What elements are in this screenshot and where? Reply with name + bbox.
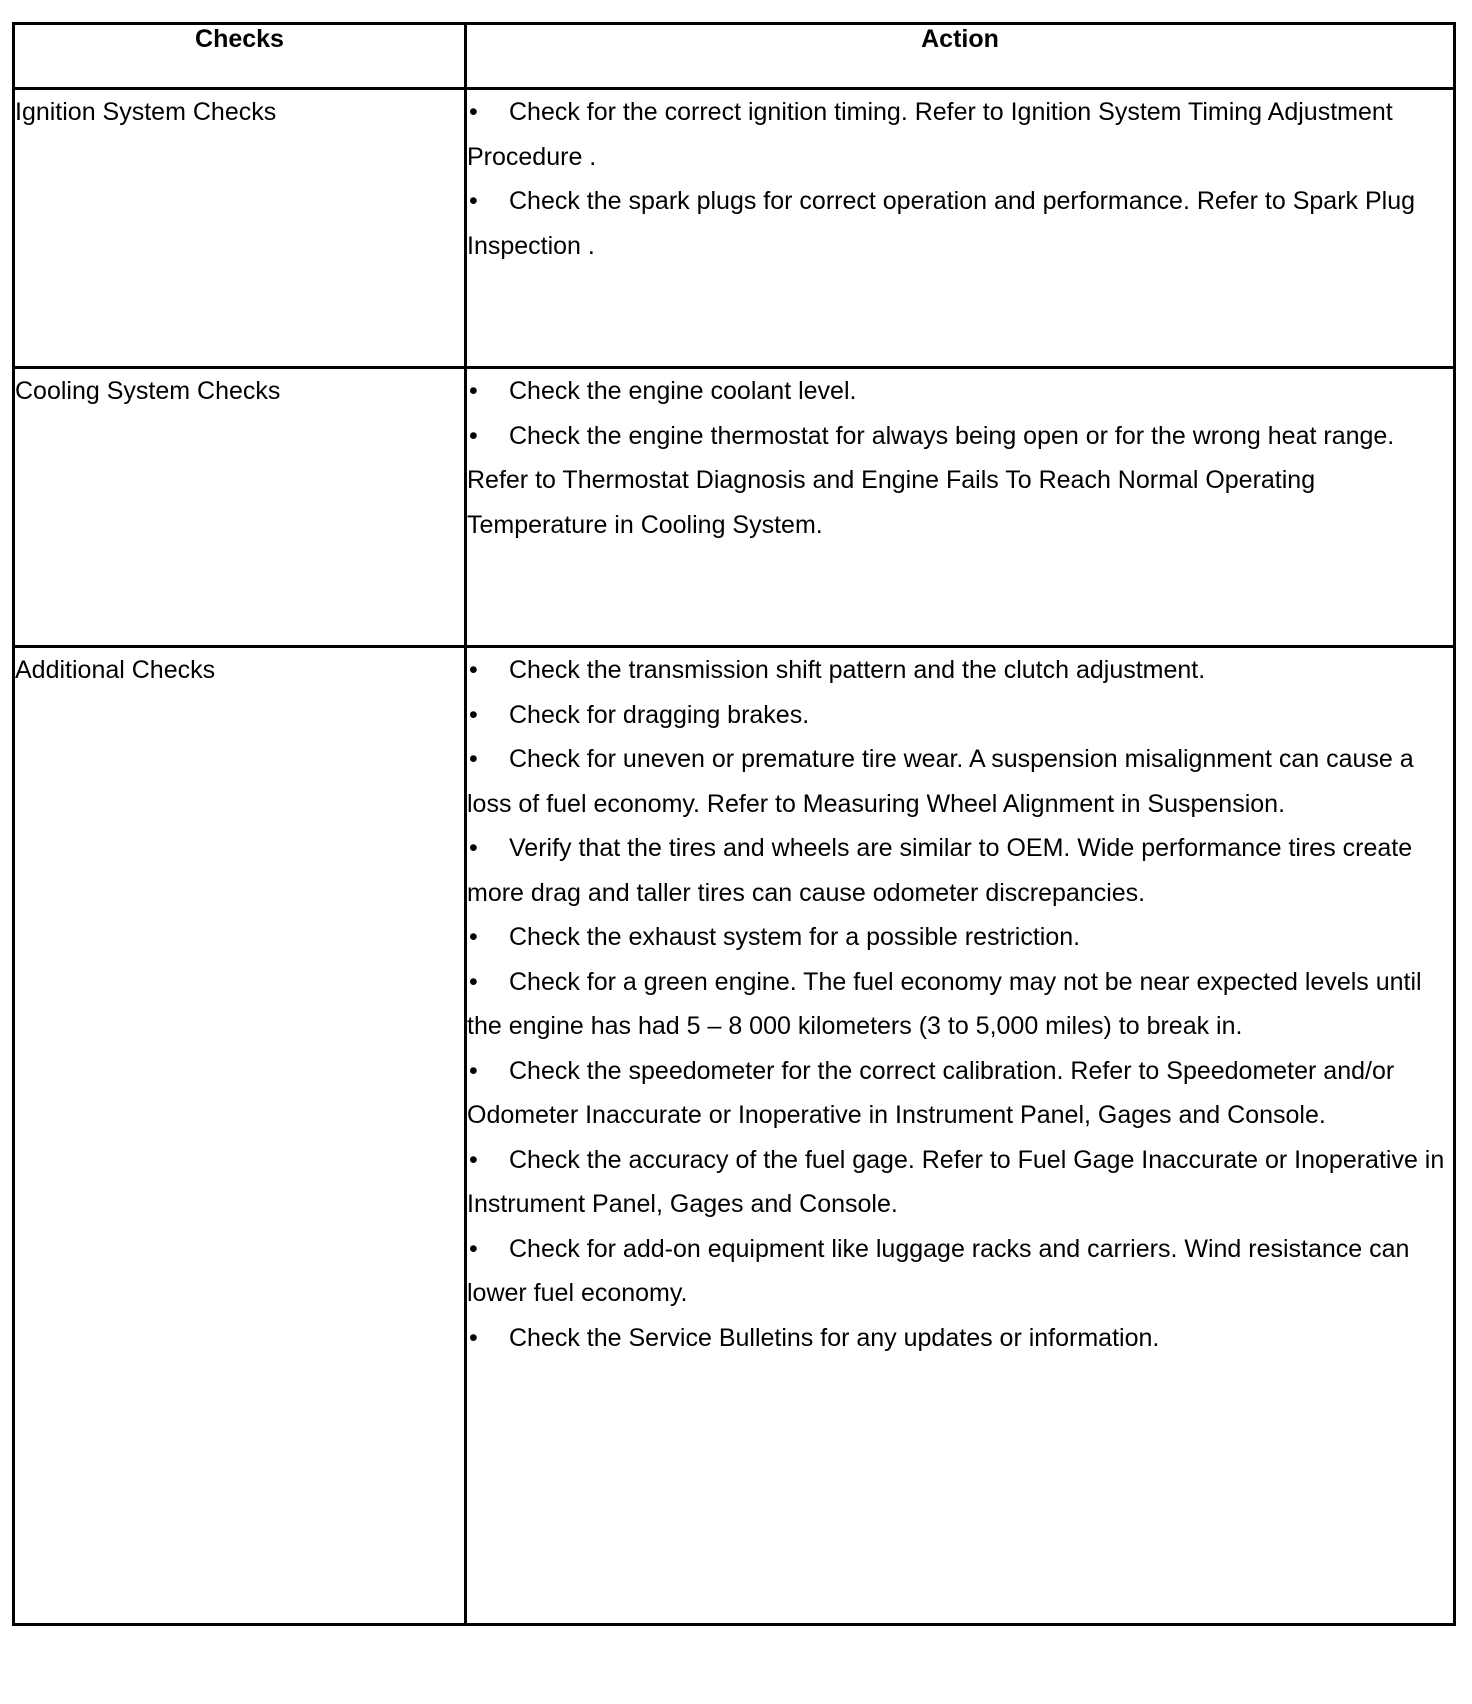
- action-text: Check the speedometer for the correct calibration. Refer to Speedometer and/or Odometer Inaccurate or Inoperative in Instrument Panel, Gages and Console.: [467, 1056, 1395, 1129]
- bullet-icon: •: [469, 1145, 478, 1174]
- table-row-additional: [14, 647, 1455, 1625]
- bullet-icon: •: [469, 421, 478, 450]
- action-text: Check the exhaust system for a possible restriction.: [509, 923, 1081, 951]
- bullet-icon: •: [469, 745, 478, 773]
- checks-action-table: [12, 22, 1456, 1626]
- action-text: Verify that the tires and wheels are similar to OEM. Wide performance tires create more drag and taller tires can cause odometer discrepancies.: [467, 834, 1413, 907]
- action-text: Check for a green engine. The fuel economy may not be near expected levels until the engine has had 5 – 8 000 kilometers (3 to 5,000 miles) to break in.: [467, 967, 1422, 1040]
- action-text: Check the transmission shift pattern and the clutch adjustment.: [509, 656, 1206, 684]
- action-item: [467, 179, 1453, 268]
- action-item: [467, 414, 1453, 548]
- bullet-icon: •: [469, 834, 478, 862]
- action-item: [467, 826, 1453, 915]
- bullet-icon: •: [469, 98, 478, 126]
- action-text: Check the spark plugs for correct operation and performance. Refer to Spark Plug Inspection .: [467, 187, 1416, 260]
- action-item: [467, 693, 1453, 738]
- action-text: Check the accuracy of the fuel gage. Refer to Fuel Gage Inaccurate or Inoperative in Instrument Panel, Gages and Console.: [467, 1145, 1445, 1218]
- action-item: [467, 369, 1453, 414]
- action-item: [467, 648, 1453, 693]
- action-list-cell: [466, 647, 1455, 1625]
- action-text: Check the Service Bulletins for any updates or information.: [509, 1323, 1160, 1352]
- action-text: Check the engine coolant level.: [509, 377, 857, 405]
- bullet-icon: •: [469, 1056, 478, 1085]
- table-header-row: [14, 24, 1455, 89]
- action-column-header: Action: [466, 24, 1455, 89]
- action-text: Check for the correct ignition timing. Refer to Ignition System Timing Adjustment Procedure .: [467, 98, 1393, 171]
- bullet-icon: •: [469, 1234, 478, 1263]
- check-name-cell: Ignition System Checks: [14, 89, 466, 368]
- action-list-cell: [466, 89, 1455, 368]
- table-row-cooling-system: [14, 368, 1455, 647]
- check-name-cell: Additional Checks: [14, 647, 466, 1625]
- table-row-ignition-system: [14, 89, 1455, 368]
- action-list-cell: [466, 368, 1455, 647]
- bullet-icon: •: [469, 377, 478, 405]
- bullet-icon: •: [469, 967, 478, 996]
- bullet-icon: •: [469, 656, 478, 684]
- action-text: Check the engine thermostat for always being open or for the wrong heat range. Refer to Thermostat Diagnosis and Engine Fails To Reach Normal Operating Temperature in Cooling System.: [467, 421, 1395, 539]
- checks-column-header: Checks: [14, 24, 466, 89]
- action-item: [467, 1227, 1453, 1316]
- action-item: [467, 1138, 1453, 1227]
- action-item: [467, 737, 1453, 826]
- action-item: [467, 1316, 1453, 1361]
- bullet-icon: •: [469, 1323, 478, 1352]
- action-item: [467, 960, 1453, 1049]
- action-item: [467, 915, 1453, 960]
- action-text: Check for uneven or premature tire wear. A suspension misalignment can cause a loss of fuel economy. Refer to Measuring Wheel Alignment in Suspension.: [467, 745, 1414, 818]
- bullet-icon: •: [469, 700, 478, 729]
- action-text: Check for dragging brakes.: [509, 700, 810, 729]
- action-item: [467, 90, 1453, 179]
- action-text: Check for add-on equipment like luggage racks and carriers. Wind resistance can lower fuel economy.: [467, 1234, 1410, 1307]
- bullet-icon: •: [469, 187, 478, 215]
- action-item: [467, 1049, 1453, 1138]
- bullet-icon: •: [469, 923, 478, 951]
- check-name-cell: Cooling System Checks: [14, 368, 466, 647]
